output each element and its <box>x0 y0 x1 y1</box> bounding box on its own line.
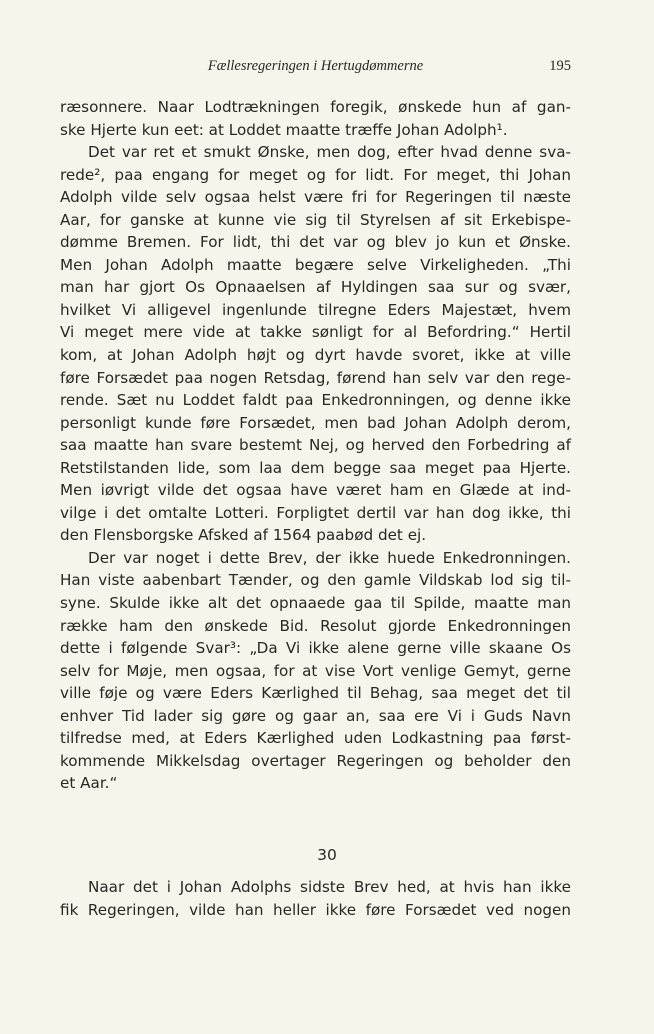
text-line: rende. Sæt nu Loddet faldt paa Enkedronningen, og denne ikke <box>60 391 571 410</box>
text-line: Men Johan Adolph maatte begære selve Virkeligheden. „Thi <box>60 255 571 274</box>
text-line: den Flensborgske Afsked af 1564 paabød det ej. <box>60 526 427 545</box>
text-line: Aar, for ganske at kunne vie sig til Styrelsen af sit Erkebispe- <box>60 210 571 229</box>
text-line: vilge i det omtalte Lotteri. Forpligtet dertil var han dog ikke, thi <box>60 503 571 522</box>
page-number: 195 <box>549 58 571 74</box>
text-line: Det var ret et smukt Ønske, men dog, efter hvad denne sva- <box>88 143 571 162</box>
running-title: Fællesregeringen i Hertugdømmerne <box>207 58 424 74</box>
text-line: Vi meget mere vide at takke sønligt for al Befordring.“ Hertil <box>60 323 571 342</box>
text-line: Adolph vilde selv ogsaa helst være fri for Regeringen til næste <box>60 188 571 207</box>
paragraph-3 <box>60 547 571 795</box>
text-line: Han viste aabenbart Tænder, og den gamle Vildskab lod sig til- <box>60 571 571 590</box>
text-line: række ham den ønskede Bid. Resolut gjorde Enkedronningen <box>60 616 571 635</box>
text-line: ville føje og være Eders Kærlighed til Behag, saa meget det til <box>60 684 571 703</box>
text-line: Men iøvrigt vilde det ogsaa have været ham en Glæde at ind- <box>60 481 571 500</box>
text-line: ræsonnere. Naar Lodtrækningen foregik, ønskede hun af gan- <box>60 98 571 116</box>
text-line: kom, at Johan Adolph højt og dyrt havde svoret, ikke at ville <box>60 346 571 365</box>
text-line: rede², paa engang for meget og for lidt. For meget, thi Johan <box>60 165 571 184</box>
text-line: selv for Møje, men ogsaa, for at vise Vort venlige Gemyt, gerne <box>60 661 571 680</box>
text-line: personligt kunde føre Forsædet, men bad Johan Adolph derom, <box>60 413 571 432</box>
text-line: dette i følgende Svar³: „Da Vi ikke alene gerne ville skaane Os <box>60 639 571 658</box>
paragraph-2 <box>60 141 571 547</box>
text-line: saa maatte han svare bestemt Nej, og herved den Forbedring af <box>60 436 571 455</box>
body-text <box>60 96 571 795</box>
text-line: hvilket Vi alligevel ingenlunde tilregne Eders Majestæt, hvem <box>60 300 571 319</box>
section-number: 30 <box>317 846 337 864</box>
text-line: fik Regeringen, vilde han heller ikke føre Forsædet ved nogen <box>60 900 571 919</box>
text-line: føre Forsædet paa nogen Retsdag, førend han selv var den rege- <box>60 368 571 387</box>
text-line: enhver Tid lader sig gøre og gaar an, saa ere Vi i Guds Navn <box>60 706 571 725</box>
text-line: ske Hjerte kun eet: at Loddet maatte træffe Johan Adolph¹. <box>60 120 508 139</box>
text-line: syne. Skulde ikke alt det opnaaede gaa til Spilde, maatte man <box>60 594 571 613</box>
paragraph-1 <box>60 96 571 141</box>
text-line: man har gjort Os Opnaaelsen af Hyldingen saa sur og svær, <box>60 278 571 297</box>
text-line: Der var noget i dette Brev, der ikke huede Enkedronningen. <box>88 548 571 567</box>
text-line: dømme Bremen. For lidt, thi det var og blev jo kun et Ønske. <box>60 233 571 252</box>
text-line: Retstilstanden lide, som laa dem begge saa meget paa Hjerte. <box>60 458 571 477</box>
text-line: kommende Mikkelsdag overtager Regeringen og beholder den <box>60 751 571 770</box>
text-line: tilfredse med, at Eders Kærlighed uden Lodkastning paa først- <box>60 729 571 748</box>
text-line: Naar det i Johan Adolphs sidste Brev hed, at hvis han ikke <box>88 878 571 896</box>
section-text <box>60 876 571 921</box>
text-line: et Aar.“ <box>60 774 118 793</box>
page-header <box>60 58 571 80</box>
